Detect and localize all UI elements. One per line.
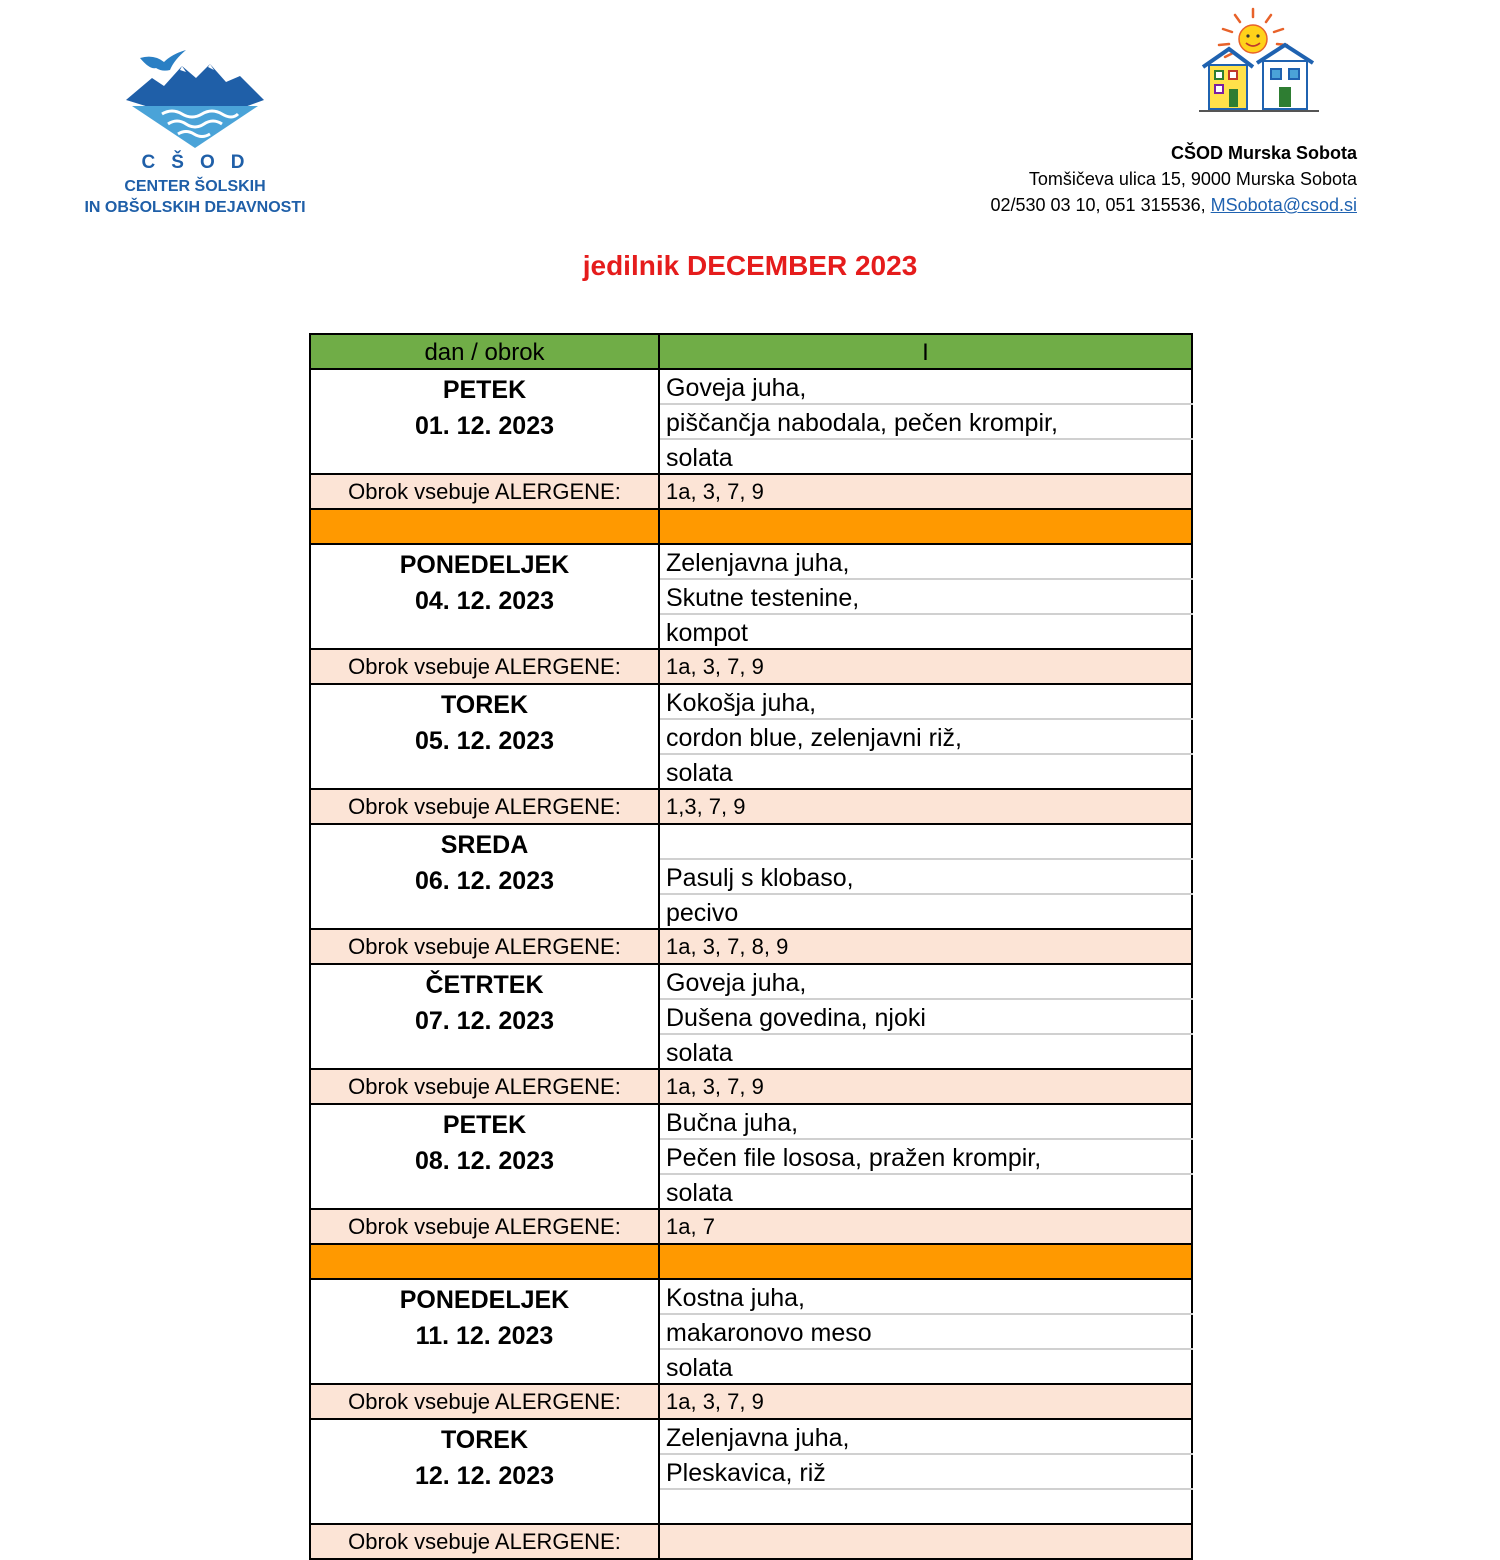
day-date: 06. 12. 2023 bbox=[414, 867, 554, 895]
meal-item: Skutne testenine, bbox=[659, 579, 1192, 614]
column-header-meal: I bbox=[659, 334, 1192, 369]
day-name: SREDA bbox=[440, 831, 529, 859]
org-address: Tomšičeva ulica 15, 9000 Murska Sobota bbox=[1028, 169, 1357, 189]
day-date: 12. 12. 2023 bbox=[414, 1462, 554, 1490]
meal-row bbox=[310, 1279, 1192, 1314]
allergen-row bbox=[310, 649, 1192, 684]
logo-abbreviation: CŠOD bbox=[141, 152, 261, 173]
meal-row bbox=[310, 964, 1192, 999]
day-name: TOREK bbox=[440, 691, 529, 719]
separator-cell bbox=[659, 509, 1192, 544]
week-separator-row bbox=[310, 1244, 1192, 1279]
meal-item: Pleskavica, riž bbox=[659, 1454, 1192, 1489]
meal-row bbox=[310, 544, 1192, 579]
allergen-row bbox=[310, 474, 1192, 509]
allergen-row bbox=[310, 1069, 1192, 1104]
meal-row bbox=[310, 1419, 1192, 1454]
separator-cell bbox=[659, 1244, 1192, 1279]
day-cell bbox=[310, 1104, 659, 1209]
day-name: ČETRTEK bbox=[425, 971, 544, 999]
allergen-row bbox=[310, 929, 1192, 964]
allergen-row bbox=[310, 1384, 1192, 1419]
day-cell bbox=[310, 684, 659, 789]
logo-line-1: CENTER ŠOLSKIH bbox=[124, 178, 266, 195]
contact-block bbox=[990, 140, 1357, 218]
day-name: PONEDELJEK bbox=[399, 551, 570, 579]
day-cell bbox=[310, 1419, 659, 1524]
allergen-label: Obrok vsebuje ALERGENE: bbox=[310, 474, 659, 509]
allergen-label: Obrok vsebuje ALERGENE: bbox=[310, 1384, 659, 1419]
meal-row bbox=[310, 824, 1192, 859]
org-name: CŠOD Murska Sobota bbox=[1170, 143, 1357, 163]
csod-logo bbox=[70, 48, 320, 220]
allergen-value: 1a, 3, 7, 9 bbox=[659, 649, 1192, 684]
column-header-day: dan / obrok bbox=[310, 334, 659, 369]
meal-row bbox=[310, 369, 1192, 404]
meal-item: pecivo bbox=[659, 894, 1192, 929]
day-date: 01. 12. 2023 bbox=[414, 412, 554, 440]
separator-cell bbox=[310, 509, 659, 544]
day-cell bbox=[310, 369, 659, 474]
allergen-label: Obrok vsebuje ALERGENE: bbox=[310, 1524, 659, 1559]
allergen-row bbox=[310, 1209, 1192, 1244]
meal-item bbox=[659, 824, 1192, 859]
meal-item: makaronovo meso bbox=[659, 1314, 1192, 1349]
meal-item: Zelenjavna juha, bbox=[659, 1419, 1192, 1454]
sun-houses-icon bbox=[1195, 5, 1325, 117]
day-name: TOREK bbox=[440, 1426, 529, 1454]
day-date: 11. 12. 2023 bbox=[415, 1322, 554, 1350]
page-title: jedilnik DECEMBER 2023 bbox=[582, 250, 918, 281]
meal-row bbox=[310, 1104, 1192, 1139]
day-cell bbox=[310, 544, 659, 649]
table-header-row bbox=[310, 334, 1192, 369]
day-cell bbox=[310, 964, 659, 1069]
menu-table bbox=[309, 333, 1193, 1560]
allergen-value: 1a, 3, 7, 9 bbox=[659, 1069, 1192, 1104]
org-phones: 02/530 03 10, 051 315536, bbox=[990, 195, 1206, 215]
meal-item: piščančja nabodala, pečen krompir, bbox=[659, 404, 1192, 439]
allergen-value: 1,3, 7, 9 bbox=[659, 789, 1192, 824]
allergen-value: 1a, 7 bbox=[659, 1209, 1192, 1244]
day-name: PETEK bbox=[442, 376, 527, 404]
meal-item: solata bbox=[659, 754, 1192, 789]
email-link[interactable]: MSobota@csod.si bbox=[1210, 195, 1357, 215]
meal-item: kompot bbox=[659, 614, 1192, 649]
separator-cell bbox=[310, 1244, 659, 1279]
meal-item: Bučna juha, bbox=[659, 1104, 1192, 1139]
meal-item: Kostna juha, bbox=[659, 1279, 1192, 1314]
day-date: 05. 12. 2023 bbox=[414, 727, 554, 755]
meal-item: solata bbox=[659, 439, 1192, 474]
day-date: 07. 12. 2023 bbox=[414, 1007, 554, 1035]
allergen-row bbox=[310, 789, 1192, 824]
day-name: PETEK bbox=[442, 1111, 527, 1139]
allergen-label: Obrok vsebuje ALERGENE: bbox=[310, 929, 659, 964]
day-cell bbox=[310, 824, 659, 929]
week-separator-row bbox=[310, 509, 1192, 544]
meal-item: Zelenjavna juha, bbox=[659, 544, 1192, 579]
meal-row bbox=[310, 684, 1192, 719]
allergen-label: Obrok vsebuje ALERGENE: bbox=[310, 649, 659, 684]
allergen-value: 1a, 3, 7, 8, 9 bbox=[659, 929, 1192, 964]
meal-item: solata bbox=[659, 1034, 1192, 1069]
meal-item: Goveja juha, bbox=[659, 369, 1192, 404]
allergen-label: Obrok vsebuje ALERGENE: bbox=[310, 1069, 659, 1104]
meal-item: solata bbox=[659, 1174, 1192, 1209]
mountain-swallow-logo-icon bbox=[122, 48, 268, 148]
meal-item: solata bbox=[659, 1349, 1192, 1384]
day-cell bbox=[310, 1279, 659, 1384]
meal-item: Pečen file lososa, pražen krompir, bbox=[659, 1139, 1192, 1174]
logo-line-2: IN OBŠOLSKIH DEJAVNOSTI bbox=[84, 199, 306, 216]
day-date: 08. 12. 2023 bbox=[414, 1147, 554, 1175]
allergen-row bbox=[310, 1524, 1192, 1559]
day-date: 04. 12. 2023 bbox=[414, 587, 554, 615]
allergen-value bbox=[659, 1524, 1192, 1559]
allergen-label: Obrok vsebuje ALERGENE: bbox=[310, 789, 659, 824]
allergen-value: 1a, 3, 7, 9 bbox=[659, 1384, 1192, 1419]
day-name: PONEDELJEK bbox=[399, 1286, 570, 1314]
allergen-value: 1a, 3, 7, 9 bbox=[659, 474, 1192, 509]
org-phones-email bbox=[990, 192, 1357, 218]
meal-item: cordon blue, zelenjavni riž, bbox=[659, 719, 1192, 754]
meal-item: Pasulj s klobaso, bbox=[659, 859, 1192, 894]
meal-item: Goveja juha, bbox=[659, 964, 1192, 999]
meal-item: Kokošja juha, bbox=[659, 684, 1192, 719]
allergen-label: Obrok vsebuje ALERGENE: bbox=[310, 1209, 659, 1244]
sun-houses-logo bbox=[1195, 5, 1325, 122]
meal-item bbox=[659, 1489, 1192, 1524]
meal-item: Dušena govedina, njoki bbox=[659, 999, 1192, 1034]
